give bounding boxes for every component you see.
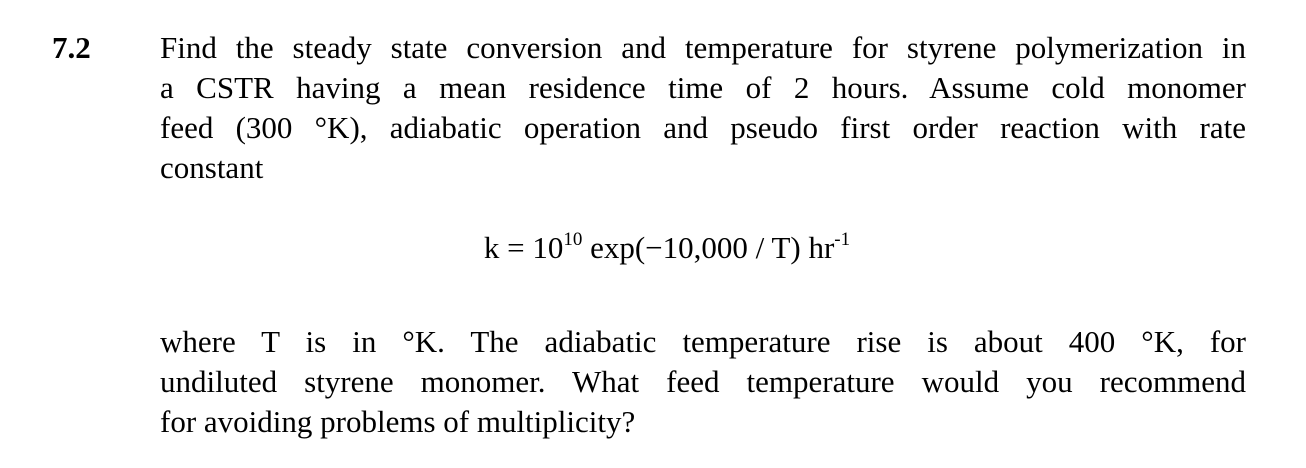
statement-line: constant [160, 150, 264, 185]
statement-line: a CSTR having a mean residence time of 2 hours. Assume cold monomer [160, 70, 1246, 105]
equation-unit-exponent: -1 [834, 228, 851, 250]
equation-body [484, 228, 850, 268]
question-line: where T is in °K. The adiabatic temperature rise is about 400 °K, for [160, 324, 1246, 359]
problem-statement [160, 28, 1246, 188]
problem-question [160, 322, 1246, 442]
question-line: undiluted styrene monomer. What feed temperature would you recommend [160, 364, 1246, 399]
equation-lhs: k = 10 [483, 230, 564, 265]
equation-exponent: 10 [563, 228, 583, 250]
statement-line: Find the steady state conversion and temperature for styrene polymerization in [160, 30, 1246, 65]
rate-constant-equation [0, 228, 1306, 268]
question-line: for avoiding problems of multiplicity? [160, 404, 636, 439]
equation-middle: exp(−10,000 / T) hr [582, 230, 835, 265]
statement-line: feed (300 °K), adiabatic operation and pseudo first order reaction with rate [160, 110, 1246, 145]
problem-number: 7.2 [52, 30, 91, 65]
